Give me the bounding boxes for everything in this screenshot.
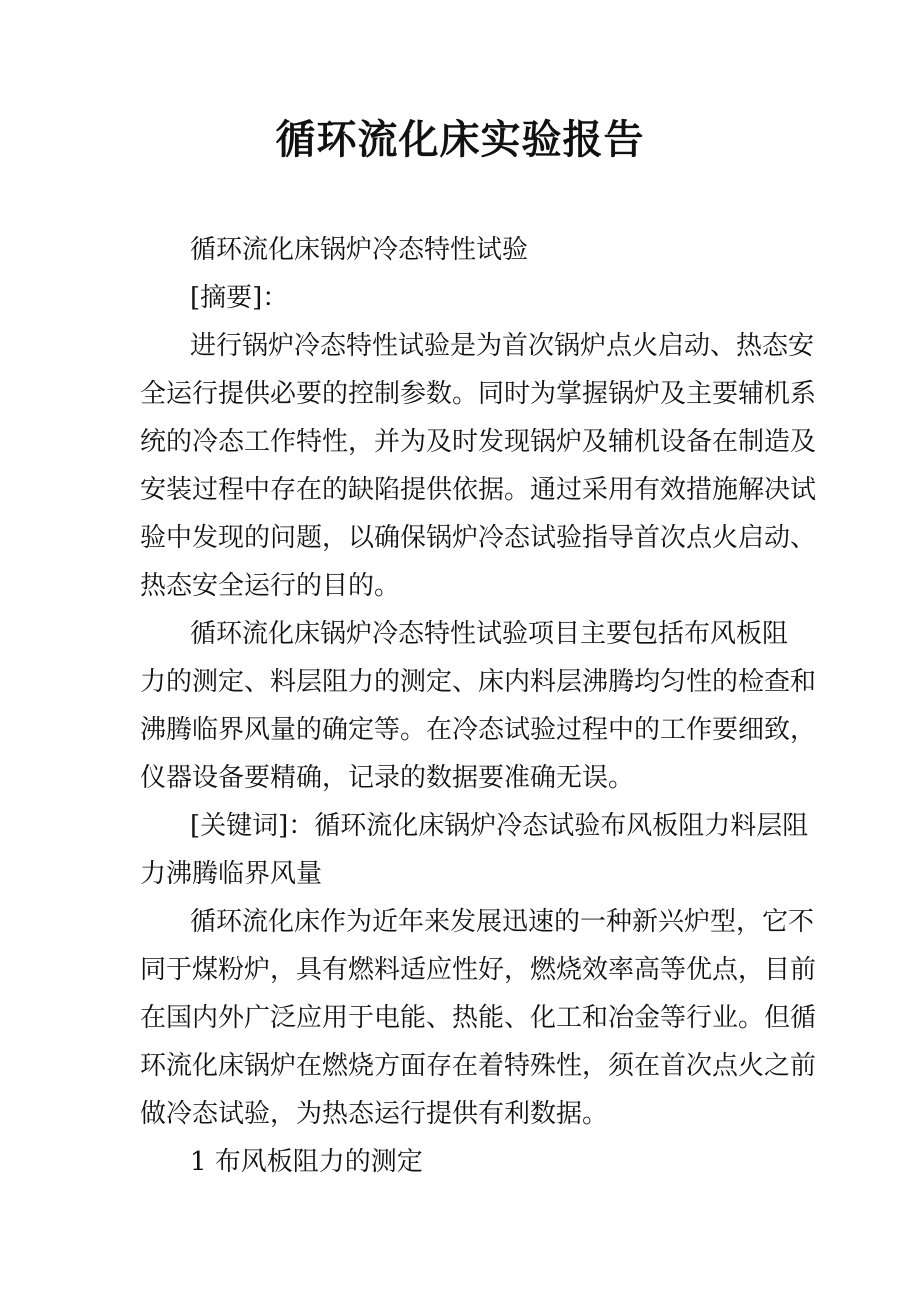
text-line: 力的测定、料层阻力的测定、床内料层沸腾均匀性的检查和 [140,667,817,697]
document-body [140,226,817,1186]
text-line: 在国内外广泛应用于电能、热能、化工和冶金等行业。但循 [140,1003,817,1033]
text-line: 循环流化床锅炉冷态特性试验 [190,235,529,265]
text-line: 安装过程中存在的缺陷提供依据。通过采用有效措施解决试 [140,475,817,505]
text-line: 1 布风板阻力的测定 [190,1147,423,1177]
text-line: 同于煤粉炉，具有燃料适应性好，燃烧效率高等优点，目前 [140,955,817,985]
paragraph [140,274,800,322]
text-line: 环流化床锅炉在燃烧方面存在着特殊性，须在首次点火之前 [140,1051,817,1081]
text-line: 力沸腾临界风量 [140,859,323,889]
text-line: [摘要]： [190,283,289,313]
text-line: 沸腾临界风量的确定等。在冷态试验过程中的工作要细致， [140,715,817,745]
document-title: 循环流化床实验报告 [275,116,645,163]
paragraph [140,226,800,274]
text-line: 验中发现的问题，以确保锅炉冷态试验指导首次点火启动、 [140,523,817,553]
paragraph [140,1138,800,1186]
text-line: [关键词]：循环流化床锅炉冷态试验布风板阻力料层阻 [190,811,809,841]
text-line: 进行锅炉冷态特性试验是为首次锅炉点火启动、热态安 [190,331,815,361]
text-line: 循环流化床锅炉冷态特性试验项目主要包括布风板阻 [190,619,789,649]
text-line: 仪器设备要精确，记录的数据要准确无误。 [140,763,635,793]
text-line: 循环流化床作为近年来发展迅速的一种新兴炉型，它不 [190,907,815,937]
text-line: 做冷态试验，为热态运行提供有利数据。 [140,1099,609,1129]
text-line: 热态安全运行的目的。 [140,571,401,601]
paragraph [140,322,817,610]
paragraph [140,610,817,802]
text-line: 全运行提供必要的控制参数。同时为掌握锅炉及主要辅机系 [140,379,817,409]
paragraph [140,898,817,1138]
paragraph [140,802,809,898]
text-line: 统的冷态工作特性，并为及时发现锅炉及辅机设备在制造及 [140,427,817,457]
